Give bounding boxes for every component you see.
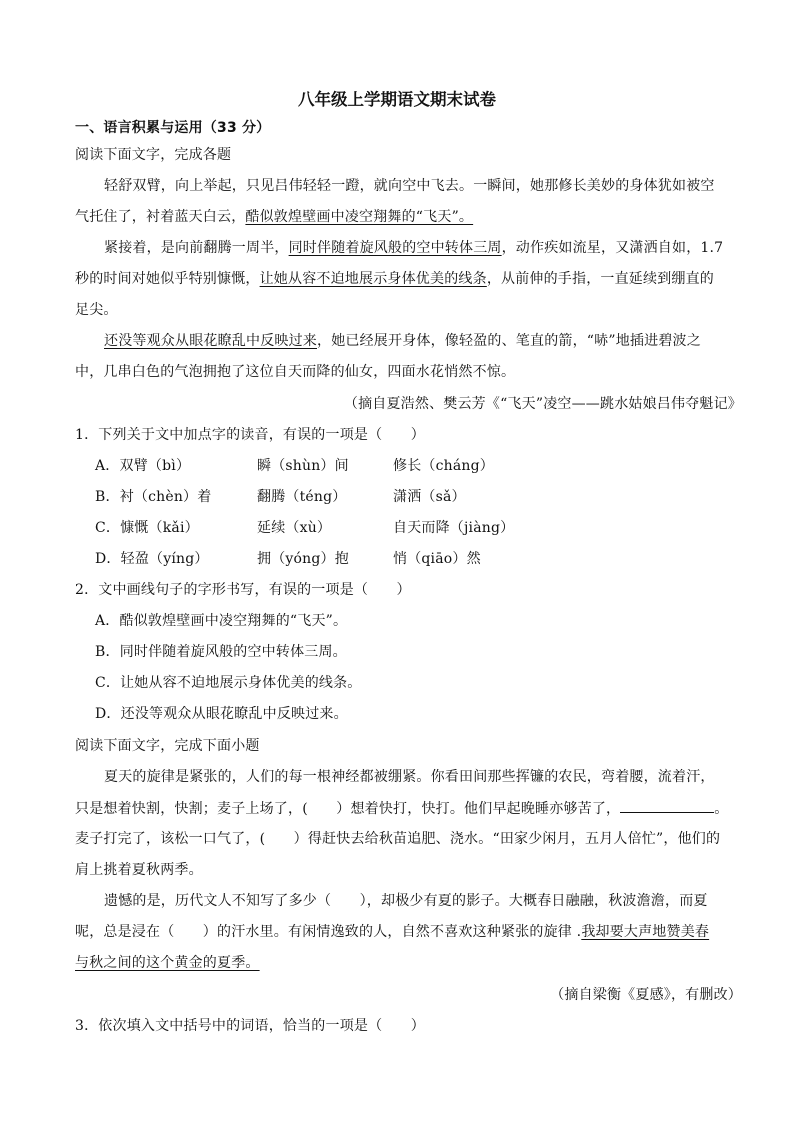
text-run: ，动作疾如流星，又潇洒自如，1.7 (501, 240, 724, 256)
option-item: 翻腾（téng） (257, 489, 347, 505)
underlined-sentence: 让她从容不迫地展示身体优美的线条 (259, 271, 487, 287)
reading2-paragraph-line: 夏天的旋律是紧张的，人们的每一根神经都被绷紧。你看田间那些挥镰的农民，弯着腰，流着汗， (104, 769, 715, 785)
text-run: 秒的时间对她似乎特别慷慨， (75, 271, 260, 287)
underlined-sentence: 还没等观众从眼花瞭乱中反映过来 (104, 333, 317, 349)
reading1-paragraph-line: 足尖。 (75, 302, 118, 318)
question-1-option-row (95, 518, 515, 538)
option-item: D．轻盈（yíng） (95, 551, 209, 567)
question-3-stem: 3．依次填入文中括号中的词语，恰当的一项是（ ） (75, 1018, 425, 1034)
reading2-paragraph-line (75, 922, 709, 942)
option-item: 潇洒（sǎ） (393, 489, 466, 505)
underlined-sentence: 同时伴随着旋风般的空中转体三周 (288, 240, 502, 256)
reading2-source: （摘自梁衡《夏感》，有删改） (550, 987, 742, 1003)
question-1-option-row (95, 456, 494, 476)
option-item: 拥（yóng）抱 (257, 551, 349, 567)
question-1-stem: 1．下列关于文中加点字的读音，有误的一项是（ ） (75, 427, 425, 443)
text-run: ，她已经展开身体，像轻盈的、笔直的箭，“哧”地插进碧波之 (317, 333, 701, 349)
question-2-option: C．让她从容不迫地展示身体优美的线条。 (95, 675, 362, 691)
text-run: 紧接着，是向前翻腾一周半， (104, 240, 289, 256)
reading1-paragraph-line (75, 207, 473, 227)
reading2-intro: 阅读下面文字，完成下面小题 (75, 738, 260, 754)
option-item: C．慷慨（kǎi） (95, 520, 199, 536)
underlined-sentence: 酷似敦煌壁画中凌空翔舞的“飞天”。 (245, 209, 474, 225)
reading1-paragraph-line (104, 331, 701, 351)
reading2-paragraph-line (75, 798, 728, 819)
reading1-source: （摘自夏浩然、樊云芳《“飞天”凌空——跳水姑娘吕伟夺魁记》 (343, 396, 742, 412)
question-2-stem: 2．文中画线句子的字形书写，有误的一项是（ ） (75, 582, 411, 598)
option-item: 修长（cháng） (393, 458, 494, 474)
reading1-intro: 阅读下面文字，完成各题 (75, 147, 232, 163)
text-run: ，从前伸的手指，一直延续到绷直的 (486, 271, 715, 287)
underlined-sentence: 与秋之间的这个黄金的夏季。 (75, 955, 260, 971)
option-item: 自天而降（jiàng） (393, 520, 515, 536)
text-run: 呢，总是浸在（ ）的汗水里。有闲情逸致的人，自然不喜欢这种紧张的旋律 . (75, 924, 582, 940)
fill-in-blank (620, 798, 714, 813)
option-item: 延续（xù） (257, 520, 332, 536)
question-1-option-row (95, 549, 481, 569)
reading1-paragraph-line (104, 238, 723, 258)
text-run: 。 (714, 801, 729, 817)
underlined-sentence: 我却要大声地赞美春 (581, 924, 710, 940)
section-heading: 一、语言积累与运用（33 分） (75, 120, 271, 136)
question-2-option: D．还没等观众从眼花瞭乱中反映过来。 (95, 706, 348, 722)
option-item: A．双臂（bì） (95, 458, 191, 474)
option-item: B．衬（chèn）着 (95, 489, 212, 505)
option-item: 瞬（shùn）间 (257, 458, 349, 474)
reading1-paragraph-line: 中，几串白色的气泡拥抱了这位自天而降的仙女，四面水花悄然不惊。 (75, 364, 516, 380)
reading2-paragraph-line: 肩上挑着夏秋两季。 (75, 862, 203, 878)
question-2-option: B．同时伴随着旋风般的空中转体三周。 (95, 644, 347, 660)
reading1-paragraph-line (75, 269, 714, 289)
reading2-paragraph-line: 麦子打完了，该松一口气了，( ）得赶快去给秋苗追肥、浇水。“田家少闲月，五月人倍忙”，他们的 (75, 831, 721, 847)
option-item: 悄（qiāo）然 (393, 551, 481, 567)
reading1-paragraph-line: 轻舒双臂，向上举起，只见吕伟轻轻一蹬，就向空中飞去。一瞬间，她那修长美妙的身体犹如被空 (104, 178, 715, 194)
question-1-option-row (95, 487, 466, 507)
question-2-option: A．酷似敦煌壁画中凌空翔舞的“飞天”。 (95, 613, 348, 629)
text-run: 气托住了，衬着蓝天白云， (75, 209, 246, 225)
reading2-paragraph-line (75, 953, 260, 973)
reading2-paragraph-line: 遗憾的是，历代文人不知写了多少（ ），却极少有夏的影子。大概春日融融，秋波澹澹，而夏 (104, 893, 708, 909)
text-run: 只是想着快割，快割；麦子上场了，( ）想着快打，快打。他们早起晚睡亦够苦了， (75, 801, 621, 817)
exam-title: 八年级上学期语文期末试卷 (298, 90, 496, 109)
